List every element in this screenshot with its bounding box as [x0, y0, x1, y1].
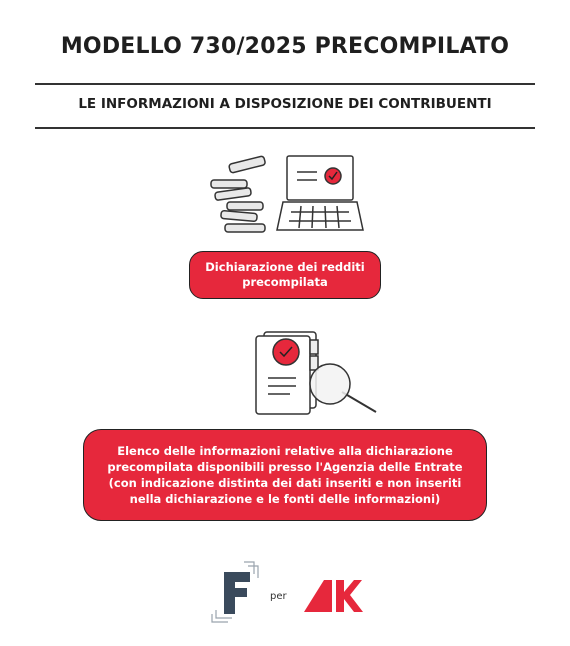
summary-pill-declaration [189, 251, 381, 299]
laptop-with-coins-icon [205, 150, 370, 240]
page-title: MODELLO 730/2025 PRECOMPILATO [60, 34, 510, 59]
ak-logo-icon [302, 576, 364, 614]
connector-text: per [270, 591, 287, 602]
divider-bottom [35, 127, 535, 129]
divider-top [35, 83, 535, 85]
document-magnifier-icon [240, 330, 385, 420]
pill-label: Dichiarazione dei redditi precompilata [205, 260, 365, 289]
page-subtitle: LE INFORMAZIONI A DISPOSIZIONE DEI CONTRIBUENTI [78, 96, 492, 112]
pill-label: Elenco delle informazioni relative alla dichiarazione precompilata disponibili presso l'Agenzia delle Entrate (con indicazione distinta dei dati inseriti e non inseriti nella dichiarazione e le fonti delle informazioni) [107, 444, 463, 506]
summary-pill-information-list [83, 429, 487, 521]
f-logo-icon [206, 560, 264, 624]
